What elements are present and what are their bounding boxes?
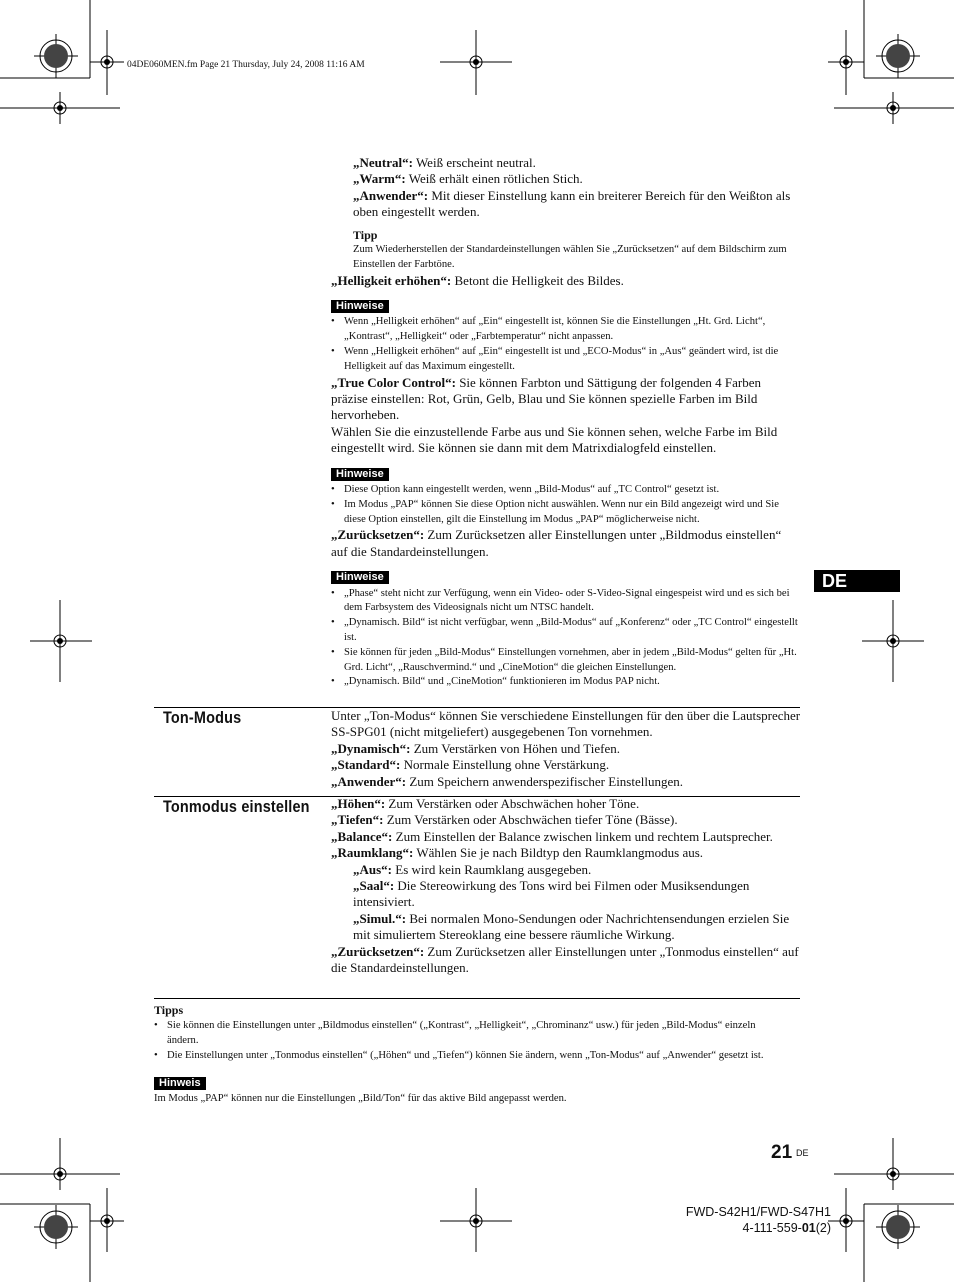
hinweis-badge: Hinweis [154, 1077, 206, 1090]
language-tab: DE [814, 570, 900, 592]
tonmodus-item: „Balance“: Zum Einstellen der Balance zwischen linkem und rechtem Lautsprecher. [331, 828, 773, 844]
ton-modus-item: „Standard“: Normale Einstellung ohne Verstärkung. [331, 757, 610, 773]
tonmodus-item: „Tiefen“: Zum Verstärken oder Abschwächen tiefer Töne (Bässe). [331, 812, 678, 828]
final-note: Im Modus „PAP“ können nur die Einstellungen „Bild/Ton“ für das aktive Bild angepasst werden. [154, 1093, 567, 1105]
hinweis-final [154, 1074, 784, 1107]
note-item: • Diese Option kann eingestellt werden, wenn „Bild-Modus“ auf „TC Control“ gesetzt ist. [331, 483, 801, 498]
model-name: FWD-S42H1/FWD-S47H1 [685, 1205, 831, 1219]
hinweise-2 [331, 465, 801, 528]
reset-item: „Zurücksetzen“: Zum Zurücksetzen aller Einstellungen unter „Bildmodus einstellen“ auf die Standardeinstellungen. [331, 527, 782, 559]
section-divider [154, 998, 800, 999]
tonmodus-einstellen-block [331, 796, 801, 976]
ton-modus-item: „Anwender“: Zum Speichern anwenderspezifischer Einstellungen. [331, 773, 683, 789]
intro-list [331, 155, 801, 273]
ton-modus-block [331, 708, 801, 790]
ton-modus-intro: Unter „Ton-Modus“ können Sie verschiedene Einstellungen für den über die Lautsprecher SS-SPG01 (nicht mitgeliefert) ausgegebenen Ton vornehmen. [331, 708, 801, 740]
page-number: 21 [771, 1142, 793, 1163]
hinweise-1 [331, 297, 801, 375]
tipp-item: • Sie können die Einstellungen unter „Bildmodus einstellen“ („Kontrast“, „Helligkeit“, „Chrominanz“ usw.) für jeden „Bild-Modus“ einzeln ändern. [154, 1019, 784, 1049]
section-title-tonmodus-einstellen: Tonmodus einstellen [163, 797, 310, 816]
note-item: • Sie können für jeden „Bild-Modus“ Einstellungen vornehmen, aber in jedem „Bild-Modus“ gelten für „Ht. Grd. Licht“, „Rauschvermind.“ und „CineMotion“ die gleichen Einstellungen. [331, 646, 801, 676]
hinweise-badge: Hinweise [331, 468, 389, 481]
intro-item: „Neutral“: Weiß erscheint neutral. [353, 155, 536, 170]
true-color-item: „True Color Control“: Sie können Farbton und Sättigung der folgenden 4 Farben präzise einstellen: Rot, Grün, Gelb, Blau und Sie können spezielle Farben im Bild hervorheben. [331, 374, 762, 423]
tonmodus-subitem: „Simul.“: Bei normalen Mono-Sendungen oder Nachrichtensendungen erzielen Sie mit simuliertem Stereoklang eine bessere räumliche Wirkung. [353, 910, 790, 943]
section-title-ton-modus: Ton-Modus [163, 708, 242, 727]
page-language: DE [796, 1148, 809, 1158]
tipps-heading: Tipps [154, 1003, 184, 1017]
note-item: • Im Modus „PAP“ können Sie diese Option nicht auswählen. Wenn nur ein Bild angezeigt wird und Sie diese Option einstellen, gilt die Einstellung im Modus „PAP“ möglicherweise nicht. [331, 498, 801, 528]
hinweise-badge: Hinweise [331, 300, 389, 313]
hinweise-3 [331, 568, 801, 690]
picture-settings-block [331, 155, 801, 690]
note-item: • „Dynamisch. Bild“ und „CineMotion“ funktionieren im Modus PAP nicht. [331, 675, 801, 690]
hinweise-badge: Hinweise [331, 571, 389, 584]
note-item: • Wenn „Helligkeit erhöhen“ auf „Ein“ eingestellt ist und „ECO-Modus“ in „Aus“ geändert wird, ist die Helligkeit auf das Maximum eingestellt. [331, 345, 801, 375]
tipp-heading: Tipp [353, 227, 378, 242]
tonmodus-item: „Raumklang“: Wählen Sie je nach Bildtyp den Raumklangmodus aus. [331, 845, 704, 861]
part-number: 4-111-559-01(2) [742, 1221, 831, 1235]
intro-item: „Warm“: Weiß erhält einen rötlichen Stich. [353, 171, 583, 187]
note-item: • Wenn „Helligkeit erhöhen“ auf „Ein“ eingestellt ist, können Sie die Einstellungen „Ht. Grd. Licht“, „Kontrast“, „Helligkeit“ oder „Farbtemperatur“ nicht anpassen. [331, 315, 801, 345]
tipp-text: Zum Wiederherstellen der Standardeinstellungen wählen Sie „Zurücksetzen“ auf dem Bildschirm zum Einstellen der Farbtöne. [353, 244, 787, 270]
file-header: 04DE060MEN.fm Page 21 Thursday, July 24, 2008 11:16 AM [127, 60, 365, 70]
tipps-block [154, 1002, 784, 1107]
true-color-desc: Wählen Sie die einzustellende Farbe aus und Sie können sehen, welche Farbe im Bild eingestellt wird. Sie können sie dann mit dem Matrixdialogfeld einstellen. [331, 423, 778, 456]
model-info [686, 1204, 831, 1236]
intro-item: „Anwender“: Mit dieser Einstellung kann ein breiterer Bereich für den Weißton als oben eingestellt werden. [353, 187, 791, 220]
ton-modus-item: „Dynamisch“: Zum Verstärken von Höhen und Tiefen. [331, 740, 620, 756]
tonmodus-subitem: „Aus“: Es wird kein Raumklang ausgegeben. [353, 861, 592, 877]
note-item: • „Dynamisch. Bild“ ist nicht verfügbar, wenn „Bild-Modus“ auf „Konferenz“ oder „TC Control“ eingestellt ist. [331, 616, 801, 646]
note-item: • „Phase“ steht nicht zur Verfügung, wenn ein Video- oder S-Video-Signal eingespeist wird und es sich bei dem Farbsystem des Videosignals nicht um NTSC handelt. [331, 587, 801, 617]
tonmodus-subitem: „Saal“: Die Stereowirkung des Tons wird bei Filmen oder Musiksendungen intensiviert. [353, 878, 750, 910]
tipp-item: • Die Einstellungen unter „Tonmodus einstellen“ („Höhen“ und „Tiefen“) können Sie ändern, wenn „Ton-Modus“ auf „Anwender“ gesetzt ist. [154, 1049, 784, 1064]
tonmodus-item: „Zurücksetzen“: Zum Zurücksetzen aller Einstellungen unter „Tonmodus einstellen“ auf die Standardeinstellungen. [331, 943, 799, 976]
brightness-item: „Helligkeit erhöhen“: Betont die Helligkeit des Bildes. [331, 272, 624, 288]
tonmodus-item: „Höhen“: Zum Verstärken oder Abschwächen hoher Töne. [331, 796, 640, 811]
